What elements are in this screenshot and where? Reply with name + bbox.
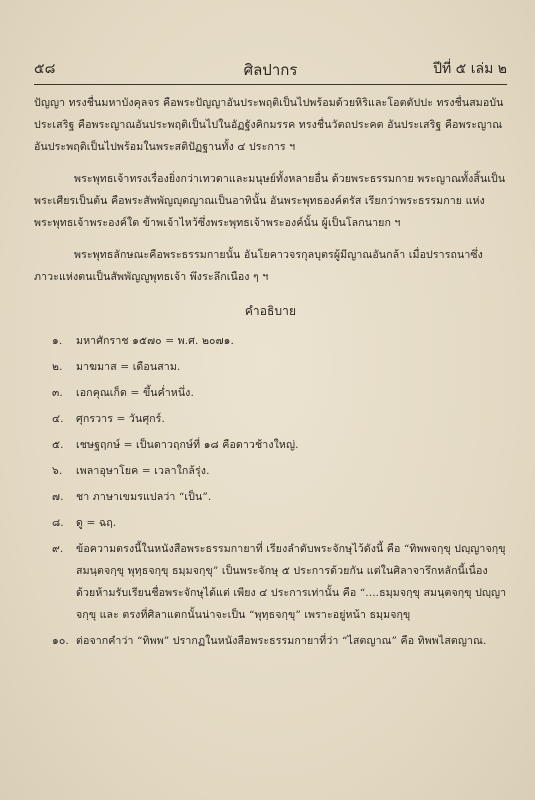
- note-text: เอกคุณเก็ด = ขึ้นค่ำหนึ่ง.: [76, 387, 194, 399]
- page-header: [34, 58, 507, 82]
- note-number: ๑๐.: [52, 635, 69, 647]
- paragraph: พระพุทธเจ้าทรงเรื่องยิ่งกว่าเทวดาและมนุษย์ทั้งหลายอื่น ด้วยพระธรรมกาย พระญาณทั้งสิ้นเป็นพระเศียรเป็นต้น คือพระสัพพัญญุตญาณเป็นอาทินั้น อันพระพุทธองค์ตรัส เรียกว่าพระธรรมกาย แห่งพระพุทธเจ้าพระองค์ใด ข้าพเจ้าไหว้ซึ่งพระพุทธเจ้าพระองค์นั้น ผู้เป็นโลกนายก ฯ: [34, 173, 506, 229]
- running-title: ศิลปากร: [243, 61, 298, 79]
- volume-label: ปีที่ ๕ เล่ม ๒: [433, 61, 507, 77]
- note-number: ๘.: [52, 517, 64, 529]
- note-number: ๕.: [52, 439, 64, 451]
- note-text: ข้อความตรงนี้ในหนังสือพระธรรมกายาที่ เรียงลำดับพระจักษุไว้ดังนี้ คือ “ทิพพจกฺขุ ปญฺญาจกฺขุ สมนฺตจกฺขุ พุทฺธจกฺขุ ธมฺมจกฺขุ” เป็นพระจักษุ ๕ ประการด้วยกัน แต่ในศิลาจารึกหลักนี้เนื่องด้วยห้ามรับเรียนชื่อพระจักษุได้แต่ เพียง ๔ ประการเท่านั้น คือ “....ธมฺมจกฺขุ สมนฺตจกฺขุ ปญฺญาจกฺขุ และ ตรงที่ศิลาแตกนั้นน่าจะเป็น “พุทฺธจกฺขุ” เพราะอยู่หน้า ธมฺมจกฺขุ: [76, 543, 507, 621]
- note-number: ๓.: [52, 387, 63, 399]
- note-item: [34, 382, 507, 404]
- note-number: ๑.: [52, 335, 63, 347]
- note-item: [34, 408, 507, 430]
- page-body: [34, 92, 507, 656]
- note-item: [34, 460, 507, 482]
- note-text: ดู = ฉฤ.: [76, 517, 117, 529]
- page-number: ๕๘: [34, 61, 56, 77]
- note-text: ต่อจากคำว่า “ทิพพ” ปรากฏในหนังสือพระธรรมกายาที่ว่า “ไสตญาณ” คือ ทิพพไสตญาณ.: [76, 635, 487, 647]
- paragraph: พระพุทธลักษณะคือพระธรรมกายนั้น อันโยคาวจรกุลบุตรผู้มีญาณอันกล้า เมื่อปรารถนาซึ่งภาวะแห่งตนเป็นสัพพัญญูพุทธเจ้า พึงระลึกเนือง ๆ ฯ: [34, 249, 483, 283]
- note-text: ชา ภาษาเขมรแปลว่า “เป็น”.: [76, 491, 212, 503]
- notes-heading: คำอธิบาย: [244, 304, 297, 318]
- header-rule: [34, 84, 507, 85]
- note-item: [34, 434, 507, 456]
- note-number: ๔.: [52, 413, 64, 425]
- paragraph: ปัญญา ทรงชื่นมหาบังคุลจร คือพระปัญญาอันประพฤติเป็นไปพร้อมด้วยหิริและโอตตัปปะ ทรงชื่นสมอบันประเสริฐ คือพระญาณอันประพฤติเป็นไปในอัฏฐังคิกมรรค ทรงชื่นวัตถประคต อันประเสริฐ คือพระญาณอันประพฤติเป็นไปพร้อมในพระสติปัฏฐานทั้ง ๔ ประการ ฯ: [34, 97, 504, 153]
- note-number: ๖.: [52, 465, 63, 477]
- note-text: มาฆมาส = เดือนสาม.: [76, 361, 181, 373]
- note-item: [34, 330, 507, 352]
- note-item: [34, 356, 507, 378]
- note-item: [34, 486, 507, 508]
- notes-list: [34, 330, 507, 652]
- note-number: ๗.: [52, 491, 64, 503]
- note-number: ๒.: [52, 361, 63, 373]
- note-text: เชษฐฤกษ์ = เป็นดาวฤกษ์ที่ ๑๘ คือดาวช้างใหญ่.: [76, 439, 299, 451]
- note-item: [34, 512, 507, 534]
- note-text: ศุกรวาร = วันศุกร์.: [76, 413, 165, 425]
- note-item: [34, 630, 507, 652]
- note-number: ๙.: [52, 543, 64, 555]
- note-item: [34, 538, 507, 626]
- note-text: มหาศักราช ๑๕๗๐ = พ.ศ. ๒๐๗๑.: [76, 335, 234, 347]
- note-text: เพลาอุษาโยค = เวลาใกล้รุ่ง.: [76, 465, 210, 477]
